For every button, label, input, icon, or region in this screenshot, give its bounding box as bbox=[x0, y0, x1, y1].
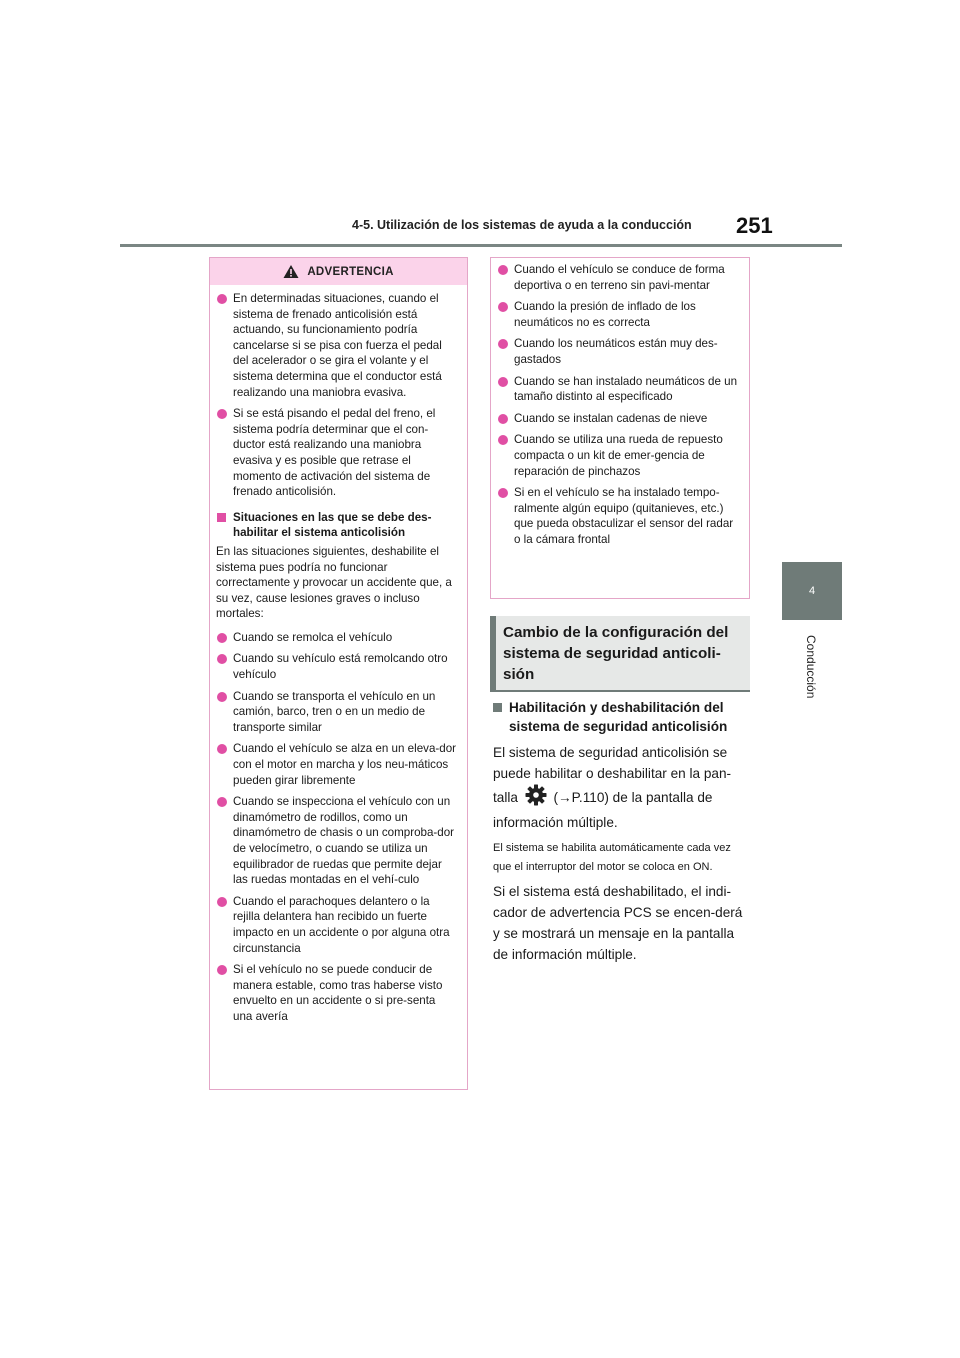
section-subheading: Habilitación y deshabilitación del sistema de seguridad anticolisión bbox=[493, 698, 751, 736]
warning-intro: En las situaciones siguientes, deshabilite el sistema pues podría no funcionar correctamente y provocar un accidente que, a su vez, cause lesiones graves o incluso mortales: bbox=[216, 544, 452, 621]
section-heading-bar bbox=[490, 616, 496, 692]
section-paragraph: Si el sistema está deshabilitado, el indi-cador de advertencia PCS se encen-derá y se mostrará un mensaje en la pantalla de información múltiple. bbox=[493, 884, 743, 962]
situation-item: Cuando los neumáticos están muy des-gastados bbox=[497, 336, 739, 367]
header-section-title: 4-5. Utilización de los sistemas de ayuda a la conducción bbox=[352, 218, 692, 232]
situation-item: Cuando el vehículo se alza en un eleva-dor con el motor en marcha y los neu-máticos pueden girar libremente bbox=[216, 741, 457, 788]
chapter-label: Conducción bbox=[804, 635, 818, 699]
situation-item: Cuando el vehículo se conduce de forma deportiva o en terreno sin pavi-mentar bbox=[497, 262, 739, 293]
warning-triangle-icon bbox=[283, 264, 299, 279]
section-body bbox=[493, 698, 751, 971]
section-note: El sistema se habilita automáticamente cada vez que el interruptor del motor se coloca en ON. bbox=[493, 842, 731, 873]
warning-title: ADVERTENCIA bbox=[307, 265, 394, 278]
situation-item: Cuando el parachoques delantero o la rejilla delantera han recibido un fuerte impacto en un accidente o por alguna otra circunstancia bbox=[216, 894, 457, 956]
section-heading-box bbox=[490, 616, 750, 692]
situation-item: Cuando se han instalado neumáticos de un tamaño distinto al especificado bbox=[497, 374, 739, 405]
warning-header bbox=[210, 258, 467, 285]
warning-item: Si se está pisando el pedal del freno, el sistema podría determinar que el con-ductor está realizando una maniobra evasiva y es posible que retrase el momento de activación del sistema de frenado anticolisión. bbox=[216, 406, 457, 500]
page-number: 251 bbox=[736, 213, 773, 238]
situation-item: Si en el vehículo se ha instalado tempo-ralmente algún equipo (quitanieves, etc.) que pueda obstaculizar el sensor del radar o la cámara frontal bbox=[497, 485, 739, 547]
paragraph-text-a: El sistema de seguridad anticolisión se puede habilitar o deshabilitar en la pan-talla bbox=[493, 745, 732, 805]
warning-subheading: Situaciones en las que se debe des-habilitar el sistema anticolisión bbox=[216, 510, 457, 541]
situation-item: Cuando se utiliza una rueda de repuesto compacta o un kit de emer-gencia de reparación de pinchazos bbox=[497, 432, 739, 479]
warning-item: En determinadas situaciones, cuando el sistema de frenado anticolisión está actuando, su funcionamiento podría cancelarse si se pisa con fuerza el pedal del acelerador o se gira el volante y el sistema determina que el conductor está realizando una maniobra evasiva. bbox=[216, 291, 457, 400]
warning-continued-box bbox=[490, 257, 750, 599]
situation-item: Cuando se inspecciona el vehículo con un dinamómetro de rodillos, como un dinamómetro de chasis o un comproba-dor de velocímetro, o cuando se utiliza un equilibrador de ruedas que permite dejar las ruedas montadas en el vehí-culo bbox=[216, 794, 457, 888]
chapter-tab[interactable]: 4 bbox=[782, 562, 842, 620]
situation-item: Si el vehículo no se puede conducir de manera estable, como tras haberse visto envuelto en un accidente o si pre-senta una avería bbox=[216, 962, 457, 1024]
warning-box bbox=[209, 257, 468, 1090]
gear-icon bbox=[525, 784, 547, 812]
section-heading-underline bbox=[490, 690, 750, 692]
warning-body bbox=[210, 285, 467, 1025]
situation-item: Cuando se transporta el vehículo en un camión, barco, tren o en un medio de transporte similar bbox=[216, 689, 457, 736]
situation-item: Cuando la presión de inflado de los neumáticos no es correcta bbox=[497, 299, 739, 330]
situation-item: Cuando se remolca el vehículo bbox=[216, 630, 457, 646]
situation-item: Cuando se instalan cadenas de nieve bbox=[497, 411, 739, 427]
section-paragraph bbox=[493, 742, 751, 833]
paragraph-text-b: (→P.110) de la pantalla de información múltiple. bbox=[493, 790, 713, 830]
header-divider bbox=[120, 244, 842, 247]
section-title: Cambio de la configuración del sistema de seguridad anticoli-sión bbox=[503, 624, 729, 683]
situation-item: Cuando su vehículo está remolcando otro vehículo bbox=[216, 651, 457, 682]
